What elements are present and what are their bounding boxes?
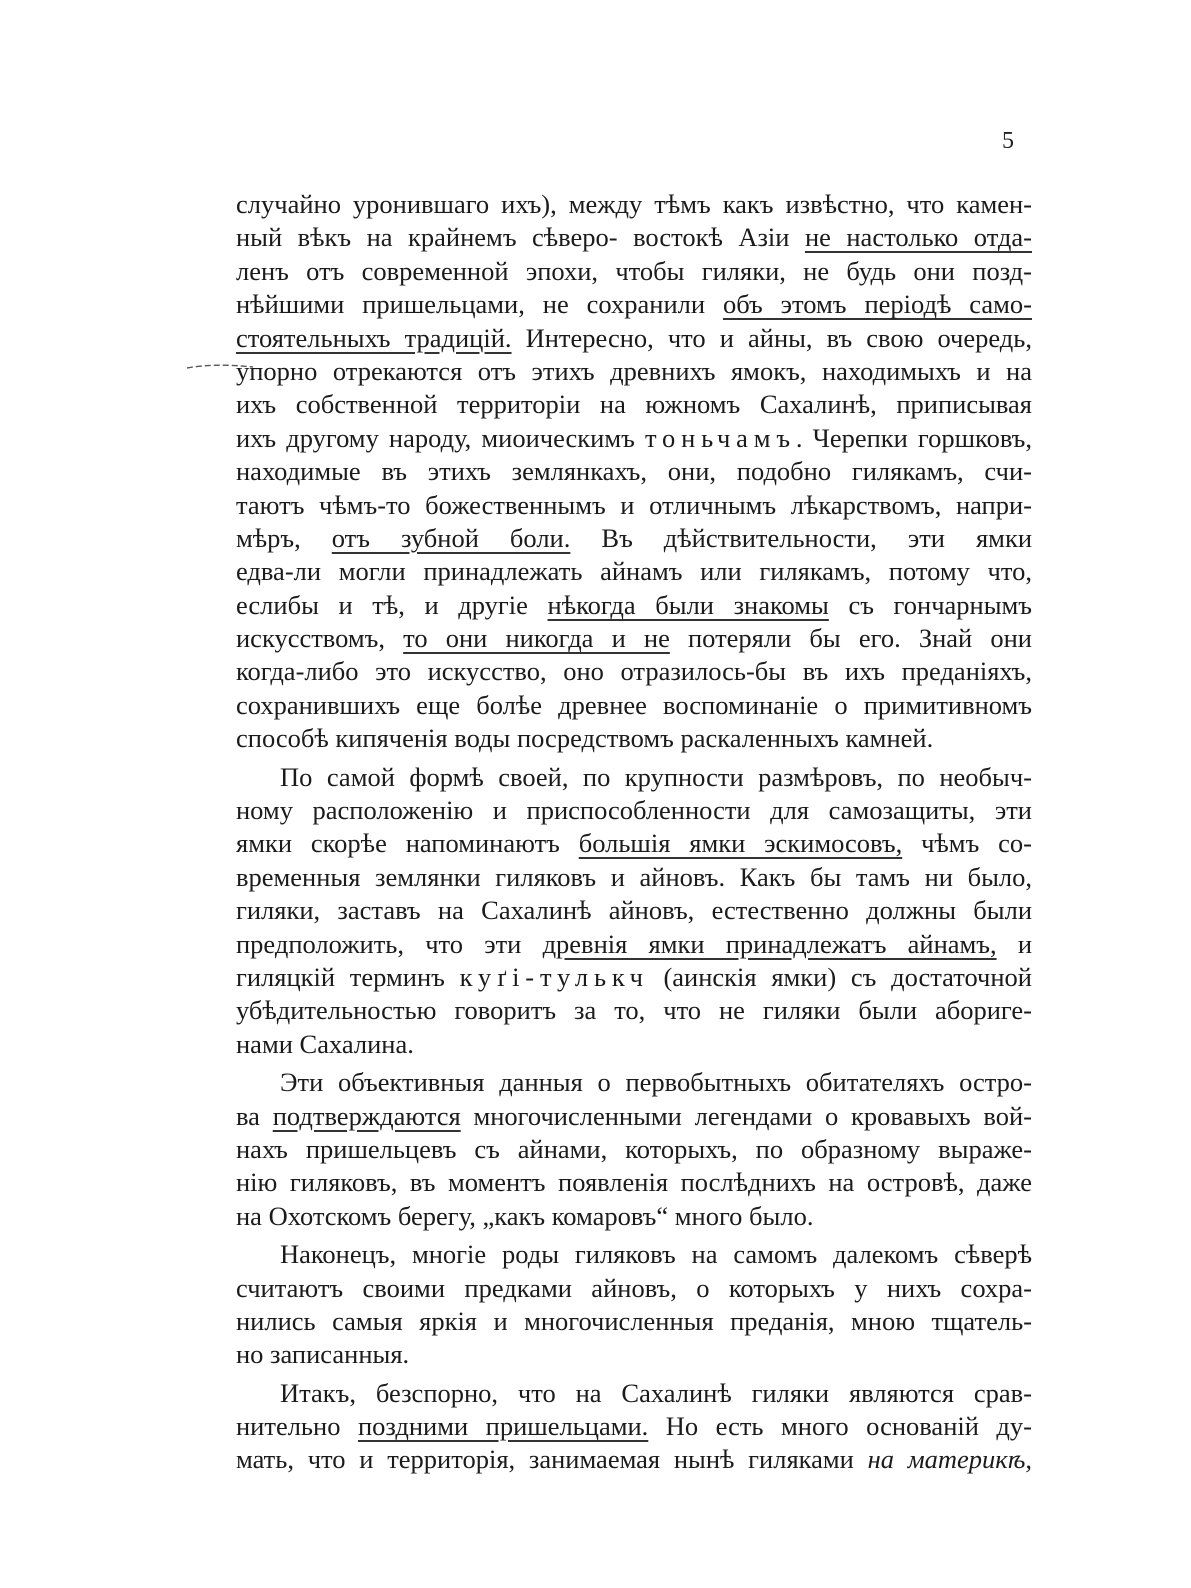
text-span: нію гиляковъ, въ моментъ появленія послѣднихъ на островѣ, даже xyxy=(236,1167,1032,1198)
text-span: ный вѣкъ на крайнемъ сѣверо- востокѣ Азіи xyxy=(236,222,805,253)
text-span: едва-ли могли принадлежать айнамъ или гилякамъ, потому что, xyxy=(236,556,1032,587)
body-text xyxy=(236,188,1032,1477)
text-span: считаютъ своими предками айновъ, о которыхъ у нихъ сохра- xyxy=(236,1272,1032,1303)
underlined-text: нѣкогда были знакомы xyxy=(547,589,829,620)
text-span: нительно xyxy=(236,1411,358,1442)
text-span: чѣмъ со- xyxy=(902,828,1032,859)
text-span: упорно отрекаются отъ этихъ древнихъ ямокъ, находимыхъ и на xyxy=(236,355,1032,386)
text-span: нѣйшими пришельцами, не сохранили xyxy=(236,289,723,320)
text-line xyxy=(236,422,1032,455)
text-span: но записанныя. xyxy=(236,1339,410,1370)
text-span: когда-либо это искусство, оно отразилось-бы въ ихъ преданіяхъ, xyxy=(236,656,1032,687)
underlined-text: то они никогда и не xyxy=(403,623,670,654)
text-line xyxy=(236,1338,1032,1371)
underlined-text: отъ зубной боли. xyxy=(331,522,571,553)
text-span: Въ дѣйствительности, эти ямки xyxy=(570,522,1032,553)
underlined-text: поздними пришельцами. xyxy=(357,1411,649,1442)
text-line xyxy=(236,928,1032,961)
text-span: еслибы и тѣ, и другіе xyxy=(236,589,548,620)
text-line xyxy=(236,722,1032,755)
text-line xyxy=(236,388,1032,421)
underlined-text: большія ямки эскимосовъ, xyxy=(578,828,903,859)
text-span: ямки скорѣе напоминаютъ xyxy=(236,828,579,859)
text-line xyxy=(236,622,1032,655)
text-span: убѣдительностью говоритъ за то, что не гиляки были абориге- xyxy=(236,995,1032,1026)
text-span: ленъ отъ современной эпохи, чтобы гиляки, не будь они позд- xyxy=(236,255,1032,286)
text-span: Итакъ, безспорно, что на Сахалинѣ гиляки являются срав- xyxy=(280,1377,1032,1408)
text-span: находимые въ этихъ землянкахъ, они, подобно гилякамъ, счи- xyxy=(236,456,1032,487)
text-span: временныя землянки гиляковъ и айновъ. Какъ бы тамъ ни было, xyxy=(236,861,1032,892)
text-span: случайно уронившаго ихъ), между тѣмъ какъ извѣстно, что камен- xyxy=(236,189,1032,219)
text-line xyxy=(236,1410,1032,1443)
text-line xyxy=(236,1133,1032,1166)
text-span: По самой формѣ своей, по крупности размѣровъ, по необыч- xyxy=(280,761,1032,792)
text-span: гиляки, заставъ на Сахалинѣ айновъ, естественно должны были xyxy=(236,895,1032,926)
text-span: ихъ собственной территоріи на южномъ Сахалинѣ, приписывая xyxy=(236,389,1032,420)
text-line xyxy=(236,827,1032,860)
text-line xyxy=(236,1238,1032,1271)
spaced-term: куґі-тулькч xyxy=(459,961,649,992)
text-line xyxy=(236,961,1032,994)
text-line xyxy=(236,522,1032,555)
text-span: (аинскія ямки) съ достаточной xyxy=(648,961,1032,992)
text-line xyxy=(236,1377,1032,1410)
text-span: нахъ пришельцевъ съ айнами, которыхъ, по образному выраже- xyxy=(236,1133,1032,1164)
text-span: способѣ кипяченія воды посредствомъ раскаленныхъ камней. xyxy=(236,723,934,754)
text-line xyxy=(236,689,1032,722)
spaced-term: тоньчамъ xyxy=(644,422,796,453)
text-span: ихъ другому народу, миоическимъ xyxy=(236,422,645,453)
text-span: мѣръ, xyxy=(236,522,332,553)
text-line xyxy=(236,555,1032,588)
text-line xyxy=(236,188,1032,221)
text-line xyxy=(236,1166,1032,1199)
text-line xyxy=(236,1028,1032,1061)
text-span: мать, что и территорія, занимаемая нынѣ гиляками xyxy=(236,1444,868,1475)
text-span: ному расположенію и приспособленности для самозащиты, эти xyxy=(236,795,1032,826)
text-line xyxy=(236,355,1032,388)
text-line xyxy=(236,221,1032,254)
text-span: потеряли бы его. Знай они xyxy=(669,623,1032,654)
text-span: . Черепки горшковъ, xyxy=(795,422,1032,453)
text-span: и xyxy=(996,928,1032,959)
text-line xyxy=(236,1066,1032,1099)
text-line xyxy=(236,1272,1032,1305)
text-line xyxy=(236,455,1032,488)
text-span: Интересно, что и айны, въ свою очередь, xyxy=(511,322,1032,353)
text-span: искусствомъ, xyxy=(236,623,404,654)
text-line xyxy=(236,1200,1032,1233)
text-line xyxy=(236,288,1032,321)
text-line xyxy=(236,655,1032,688)
text-span: Наконецъ, многіе роды гиляковъ на самомъ далекомъ сѣверѣ xyxy=(280,1239,1032,1270)
text-line xyxy=(236,589,1032,622)
text-span: многочисленными легендами о кровавыхъ вой- xyxy=(460,1100,1032,1131)
underlined-text: древнія ямки принадлежатъ айнамъ, xyxy=(542,928,997,959)
text-line xyxy=(236,761,1032,794)
text-span: таютъ чѣмъ-то божественнымъ и отличнымъ лѣкарствомъ, напри- xyxy=(236,489,1032,520)
text-line xyxy=(236,794,1032,827)
text-line xyxy=(236,322,1032,355)
text-span: на Охотскомъ берегу, „какъ комаровъ“ много было. xyxy=(236,1200,814,1231)
text-line xyxy=(236,861,1032,894)
text-line xyxy=(236,255,1032,288)
underlined-text: стоятельныхъ традицій. xyxy=(236,322,512,353)
text-line xyxy=(236,894,1032,927)
page-number: 5 xyxy=(1002,128,1014,154)
text-span: Но есть много основаній ду- xyxy=(648,1411,1032,1442)
text-line xyxy=(236,1305,1032,1338)
underlined-text: объ этомъ періодѣ само- xyxy=(722,289,1032,320)
text-span: Эти объективныя данныя о первобытныхъ обитателяхъ остро- xyxy=(280,1067,1032,1098)
text-line xyxy=(236,1443,1032,1476)
text-span: ва xyxy=(236,1100,273,1131)
text-span: предположить, что эти xyxy=(236,928,543,959)
text-line xyxy=(236,1100,1032,1133)
text-span: нились самыя яркія и многочисленныя преданія, мною тщатель- xyxy=(236,1305,1032,1336)
text-span: нами Сахалина. xyxy=(236,1028,414,1059)
text-line xyxy=(236,994,1032,1027)
text-span: сохранившихъ еще болѣе древнее воспоминаніе о примитивномъ xyxy=(236,689,1032,720)
text-span: гиляцкій терминъ xyxy=(236,961,460,992)
text-line xyxy=(236,489,1032,522)
italic-text: на материкѣ, xyxy=(867,1444,1032,1475)
underlined-text: подтверждаются xyxy=(272,1100,461,1131)
text-span: съ гончарнымъ xyxy=(828,589,1032,620)
underlined-text: не настолько отда- xyxy=(804,222,1032,253)
